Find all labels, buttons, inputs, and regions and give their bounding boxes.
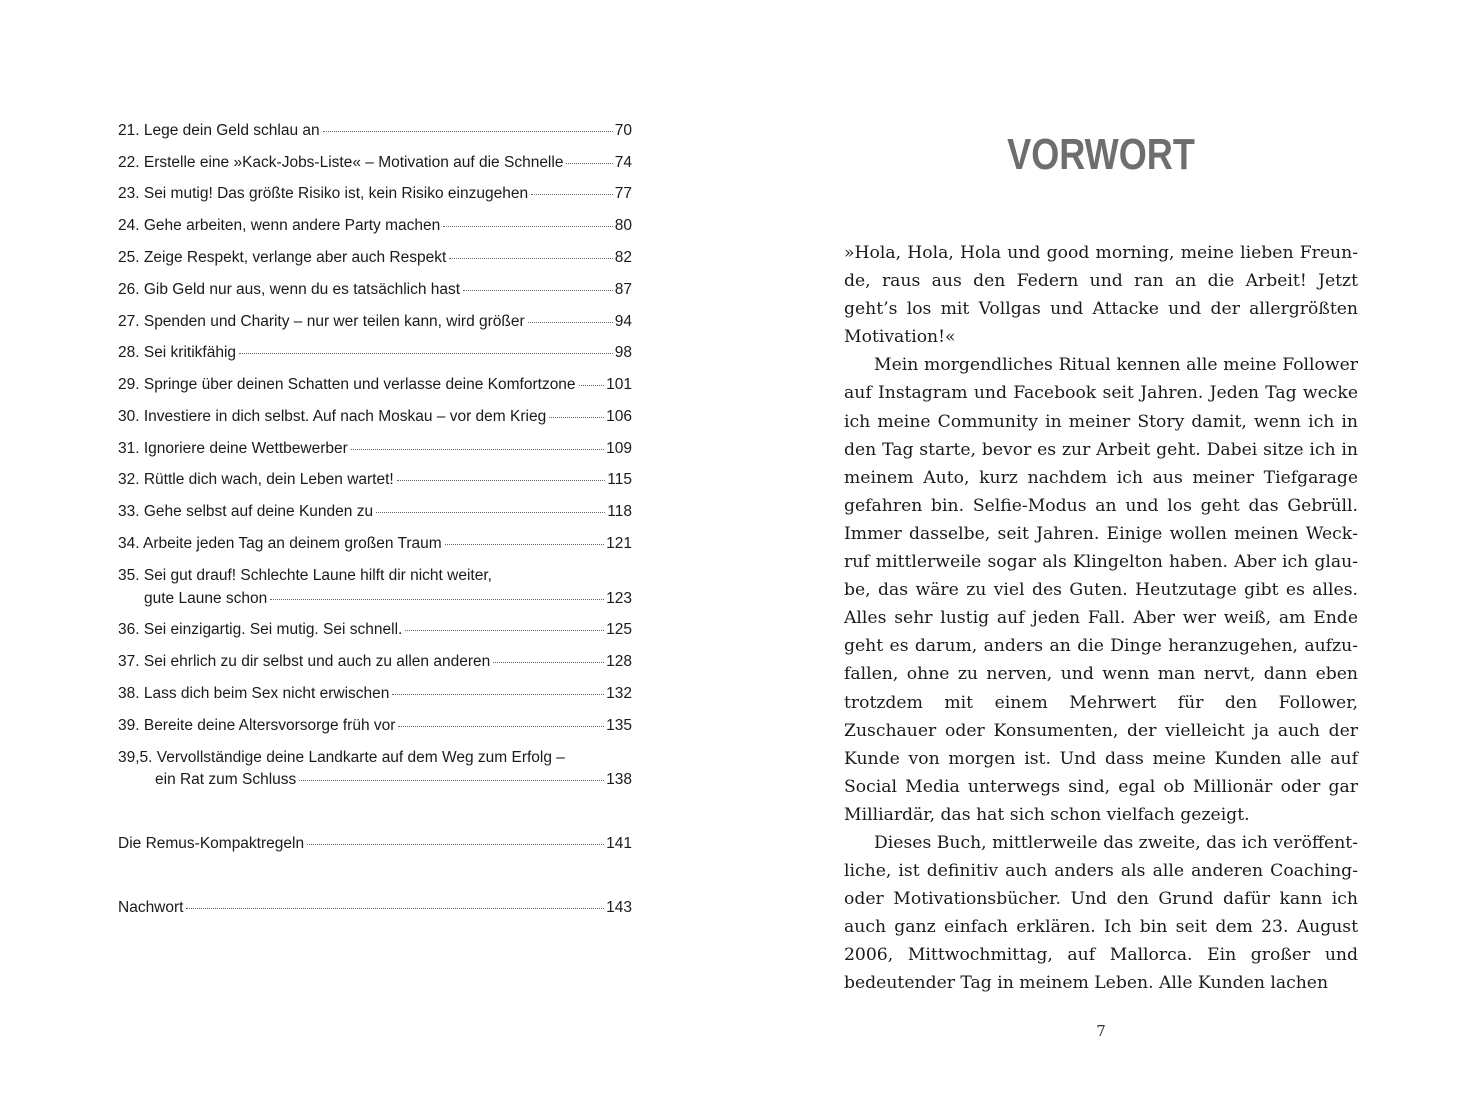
toc-leader-dots [351, 448, 604, 450]
toc-leader-dots [579, 384, 605, 386]
toc-entry-page: 70 [614, 122, 632, 139]
toc-entry-22[interactable] [118, 152, 632, 174]
toc-entry-28[interactable] [118, 342, 632, 364]
toc-entry-39-5[interactable] [155, 769, 632, 791]
paragraph: Mein morgendliches Ritual kennen alle meine Follower auf Instagram und Facebook seit Jahren. Jeden Tag wecke ich meine Community in meiner Story damit, wenn ich in den Tag starte, bevor es zur Arbeit geht. Dabei sitze ich in meinem Auto, kurz nachdem ich aus meiner Tiefgarage gefahren bin. Selfie-Modus an und los geht das Gebrüll. Immer dasselbe, seit Jahren. Einige wollen meinen Weckruf mittlerweile sogar als Klingelton haben. Aber ich glaube, das wäre zu viel des Guten. Heutzutage gibt es alles. Alles sehr lustig auf jeden Fall. Aber wer weiß, am Ende geht es darum, anders an die Dinge heranzugehen, aufzufallen, ohne zu nerven, und wenn man nervt, dann eben trotzdem mit einem Mehrwert für den Follower, Zuschauer oder Konsumenten, der vielleicht ja auch der Kunde von morgen ist. Und dass meine Kunden alle auf Social Media unterwegs sind, egal ob Millionär oder gar Milliardär, das hat sich schon vielfach gezeigt. [844, 355, 1358, 825]
toc-entry-page: 82 [614, 249, 632, 266]
toc-entry-label: 28. Sei kritikfähig [118, 344, 237, 361]
toc-leader-dots [392, 693, 604, 695]
toc-entry-label: 24. Gehe arbeiten, wenn andere Party machen [118, 217, 441, 234]
toc-entry-page: 143 [606, 899, 632, 916]
toc-entry-label: 32. Rüttle dich wach, dein Leben wartet! [118, 471, 394, 488]
toc-leader-dots [566, 162, 612, 164]
toc-entry-page: 87 [614, 281, 632, 298]
toc-entry-page: 138 [606, 771, 632, 788]
toc-entry-label: 37. Sei ehrlich zu dir selbst und auch zu allen anderen [118, 653, 491, 670]
toc-entry-page: 132 [606, 685, 632, 702]
toc-entry-page: 135 [606, 717, 632, 734]
toc-leader-dots [270, 598, 604, 600]
toc-entry-label: gute Laune schon [144, 590, 268, 607]
toc-entry-page: 125 [606, 621, 632, 638]
toc-entry-label: 33. Gehe selbst auf deine Kunden zu [118, 503, 374, 520]
toc-entry-label: 27. Spenden und Charity – nur wer teilen kann, wird größer [118, 313, 525, 330]
toc-entry-24[interactable] [118, 215, 632, 237]
toc-entry-page: 141 [606, 835, 632, 852]
toc-entry-34[interactable] [118, 533, 632, 555]
toc-entry-25[interactable] [118, 247, 632, 269]
foreword-page [844, 0, 1358, 1104]
toc-entry-page: 74 [614, 154, 632, 171]
toc-leader-dots [398, 725, 604, 727]
toc-entry-page: 128 [606, 653, 632, 670]
toc-leader-dots [307, 843, 604, 845]
toc-entry-label: 30. Investiere in dich selbst. Auf nach Moskau – vor dem Krieg [118, 408, 547, 425]
toc-entry-page: 101 [606, 376, 632, 393]
toc-entry-page: 109 [606, 440, 632, 457]
toc-leader-dots [549, 416, 604, 418]
toc-entry-page: 80 [614, 217, 632, 234]
toc-entry-30[interactable] [118, 406, 632, 428]
toc-entry-page: 118 [607, 503, 632, 520]
toc-entry-page: 77 [614, 185, 632, 202]
chapter-title: VORWORT [1007, 130, 1195, 179]
toc-entry-27[interactable] [118, 311, 632, 333]
toc-entry-nachwort[interactable] [118, 897, 632, 919]
toc-entry-33[interactable] [118, 501, 632, 523]
toc-entry-label: 36. Sei einzigartig. Sei mutig. Sei schnell. [118, 621, 403, 638]
toc-leader-dots [531, 193, 613, 195]
toc-leader-dots [449, 257, 612, 259]
toc-entry-label: Nachwort [118, 899, 184, 916]
toc-entry-31[interactable] [118, 438, 632, 460]
toc-entry-page: 115 [607, 471, 632, 488]
toc-leader-dots [405, 629, 604, 631]
table-of-contents-page [118, 0, 632, 1104]
toc-entry-page: 121 [606, 535, 632, 552]
toc-entry-21[interactable] [118, 120, 632, 142]
toc-leader-dots [376, 511, 605, 513]
toc-entry-23[interactable] [118, 183, 632, 205]
page-number: 7 [1096, 1022, 1106, 1040]
toc-entry-page: 123 [606, 590, 632, 607]
toc-entry-label: 22. Erstelle eine »Kack-Jobs-Liste« – Motivation auf die Schnelle [118, 154, 564, 171]
toc-entry-label: ein Rat zum Schluss [155, 771, 297, 788]
toc-entry-29[interactable] [118, 374, 632, 396]
toc-entry-label: 39. Bereite deine Altersvorsorge früh vor [118, 717, 396, 734]
toc-entry-label: 31. Ignoriere deine Wettbewerber [118, 440, 348, 457]
toc-entry-26[interactable] [118, 279, 632, 301]
toc-leader-dots [323, 130, 613, 132]
toc-entry-label: 21. Lege dein Geld schlau an [118, 122, 320, 139]
paragraph: »Hola, Hola, Hola und good morning, meine lieben Freunde, raus aus den Federn und ran an die Arbeit! Jetzt geht’s los mit Vollgas und Attacke und der allergrößten Motivation!« [844, 243, 1358, 348]
toc-leader-dots [493, 661, 604, 663]
toc-leader-dots [299, 779, 604, 781]
toc-entry-label: 34. Arbeite jeden Tag an deinem großen Traum [118, 535, 442, 552]
toc-leader-dots [528, 321, 613, 323]
toc-entry-32[interactable] [118, 469, 632, 491]
toc-entry-page: 98 [614, 344, 632, 361]
toc-entry-label: 38. Lass dich beim Sex nicht erwischen [118, 685, 390, 702]
toc-entry-35[interactable] [144, 588, 632, 610]
toc-entry-page: 106 [606, 408, 632, 425]
toc-leader-dots [463, 289, 613, 291]
toc-leader-dots [443, 225, 612, 227]
toc-entry-35-line1[interactable]: 35. Sei gut drauf! Schlechte Laune hilft dir nicht weiter, [118, 567, 492, 584]
toc-entry-37[interactable] [118, 651, 632, 673]
toc-entry-label: 25. Zeige Respekt, verlange aber auch Respekt [118, 249, 447, 266]
toc-entry-39[interactable] [118, 715, 632, 737]
toc-entry-kompaktregeln[interactable] [118, 833, 632, 855]
toc-entry-38[interactable] [118, 683, 632, 705]
toc-entry-label: 29. Springe über deinen Schatten und verlasse deine Komfortzone [118, 376, 576, 393]
chapter-body [844, 239, 1358, 998]
toc-leader-dots [239, 352, 613, 354]
toc-leader-dots [445, 543, 604, 545]
toc-leader-dots [186, 907, 604, 909]
toc-entry-39-5-line1[interactable]: 39,5. Vervollständige deine Landkarte auf dem Weg zum Erfolg – [118, 749, 565, 766]
toc-leader-dots [397, 479, 606, 481]
toc-entry-36[interactable] [118, 619, 632, 641]
toc-entry-page: 94 [614, 313, 632, 330]
toc-entry-label: 26. Gib Geld nur aus, wenn du es tatsächlich hast [118, 281, 461, 298]
toc-entry-label: Die Remus-Kompaktregeln [118, 835, 305, 852]
toc-entry-label: 23. Sei mutig! Das größte Risiko ist, kein Risiko einzugehen [118, 185, 529, 202]
paragraph: Dieses Buch, mittlerweile das zweite, das ich veröffentliche, ist definitiv auch anders als alle anderen Coaching- oder Motivationsbücher. Und den Grund dafür kann ich auch ganz einfach erklären. Ich bin seit dem 23. August 2006, Mittwochmittag, auf Mallorca. Ein großer und bedeutender Tag in meinem Leben. Alle Kunden lachen [844, 832, 1358, 994]
